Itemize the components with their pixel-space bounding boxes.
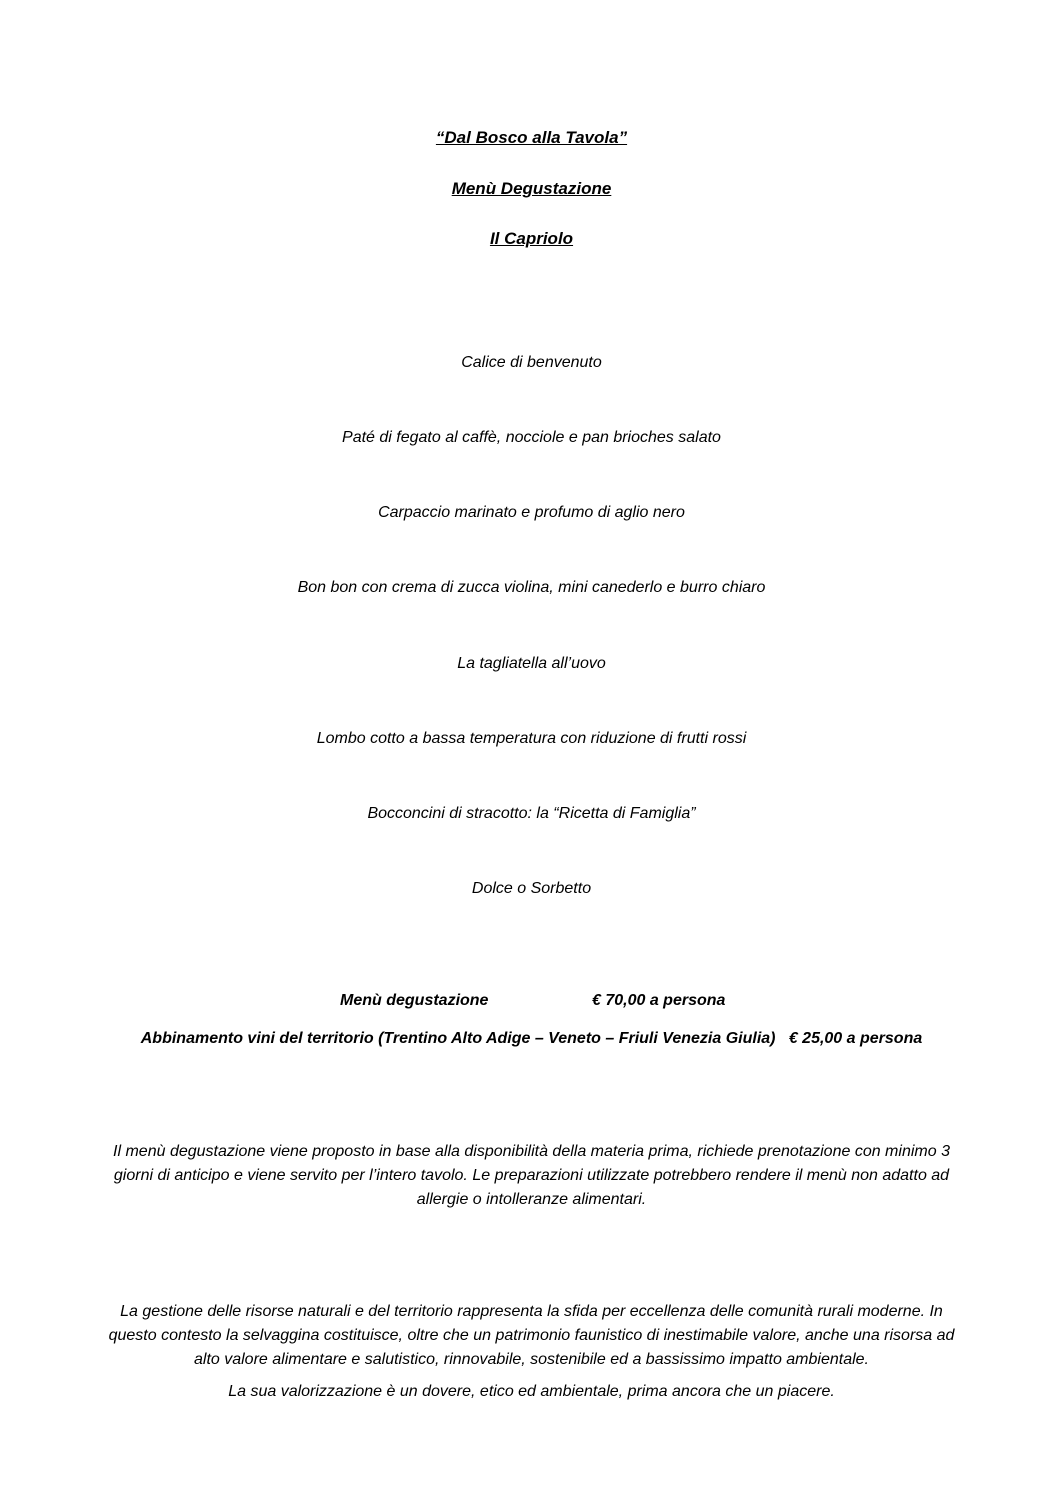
- menu-price-amount: € 70,00 a persona: [592, 992, 726, 1009]
- menu-subtitle: Menù Degustazione: [451, 179, 612, 198]
- menu-price-row: [0, 992, 1063, 1014]
- course-item: Carpaccio marinato e profumo di aglio nero: [378, 504, 685, 521]
- closing-note: La sua valorizzazione è un dovere, etico ed ambientale, prima ancora che un piacere.: [228, 1383, 835, 1400]
- availability-note: Il menù degustazione viene proposto in base alla disponibilità della materia prima, richiede prenotazione con minimo 3 giorni di anticipo e viene servito per l’intero tavolo. Le preparazioni utilizzate potrebbero rendere il menù non adatto ad allergie o intolleranze alimentari.: [113, 1143, 950, 1208]
- course-item: Bocconcini di stracotto: la “Ricetta di Famiglia”: [367, 805, 696, 822]
- course-item: Dolce o Sorbetto: [471, 880, 592, 897]
- course-item: Lombo cotto a bassa temperatura con riduzione di frutti rossi: [316, 730, 747, 747]
- wine-pairing-price: Abbinamento vini del territorio (Trentino Alto Adige – Veneto – Friuli Venezia Giulia) € 25,00 a persona: [140, 1030, 923, 1047]
- menu-price-label: Menù degustazione: [340, 992, 489, 1009]
- course-item: La tagliatella all’uovo: [457, 655, 606, 672]
- course-item: Paté di fegato al caffè, nocciole e pan brioches salato: [342, 429, 721, 446]
- menu-title: “Dal Bosco alla Tavola”: [435, 128, 628, 147]
- sustainability-note: La gestione delle risorse naturali e del territorio rappresenta la sfida per eccellenza delle comunità rurali moderne. In questo contesto la selvaggina costituisce, oltre che un patrimonio faunistico di inestimabile valore, anche una risorsa ad alto valore alimentare e salutistico, rinnovabile, sostenibile ed a bassissimo impatto ambientale.: [108, 1303, 955, 1368]
- course-item: Bon bon con crema di zucca violina, mini canederlo e burro chiaro: [297, 579, 766, 596]
- course-item: Calice di benvenuto: [461, 354, 602, 371]
- menu-theme: Il Capriolo: [489, 229, 574, 248]
